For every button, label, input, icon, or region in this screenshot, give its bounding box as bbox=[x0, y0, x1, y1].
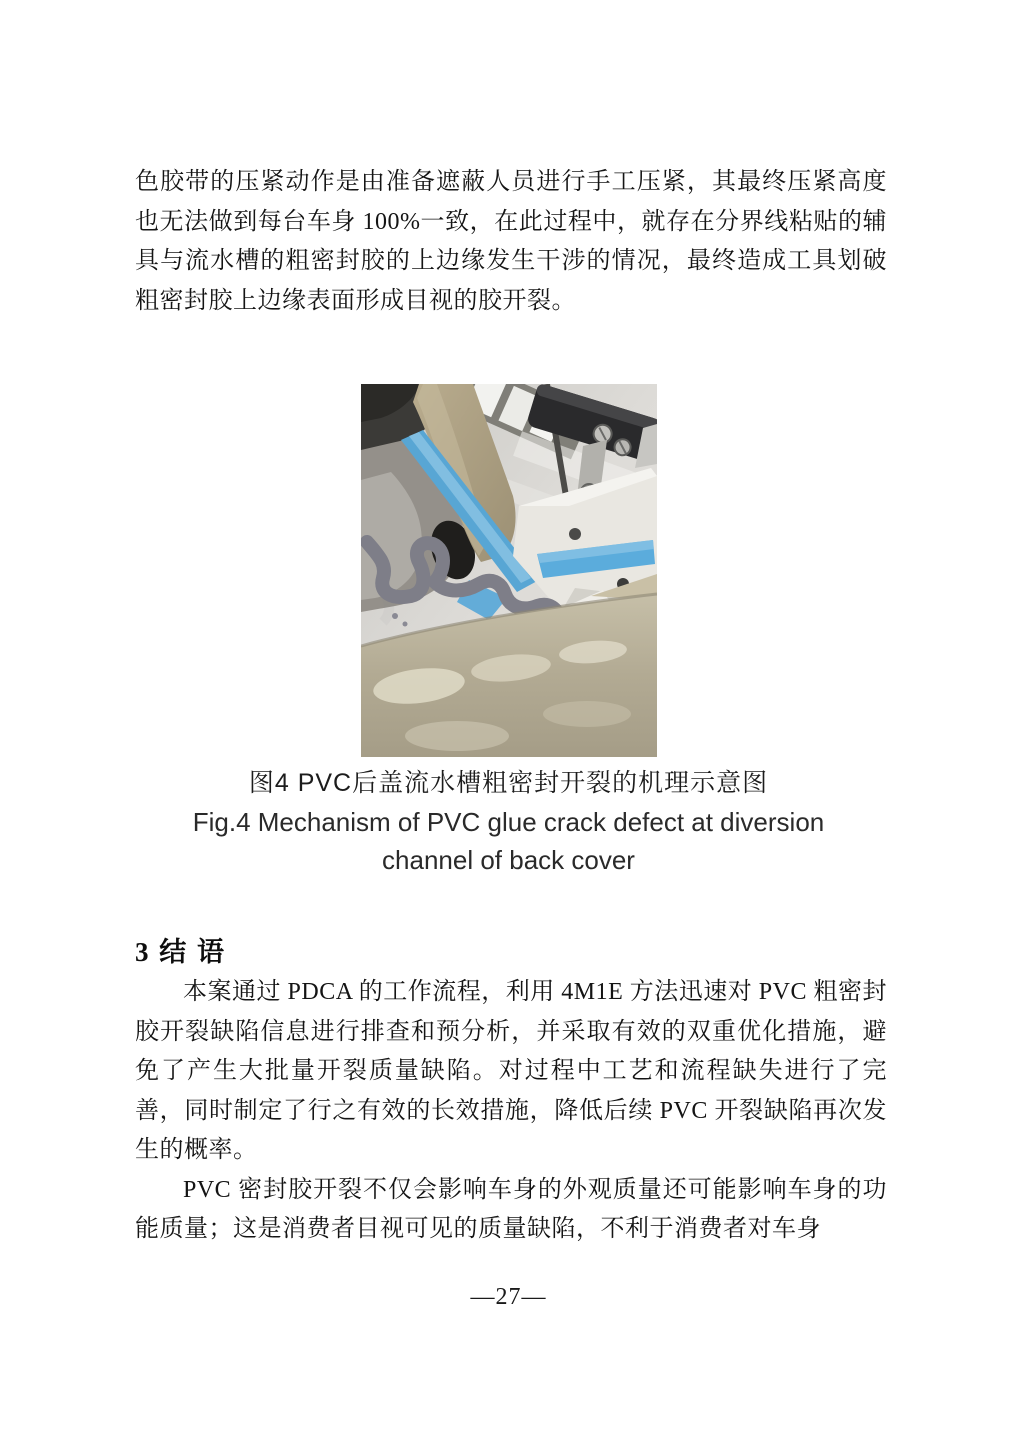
photo-illustration bbox=[361, 384, 657, 757]
page-number: —27— bbox=[470, 1284, 547, 1310]
figure-caption-chinese: 图4 PVC后盖流水槽粗密封开裂的机理示意图 bbox=[248, 769, 769, 797]
figure-4 bbox=[0, 384, 1017, 762]
figure-caption-english-line1: Fig.4 Mechanism of PVC glue crack defect at diversion bbox=[192, 807, 825, 837]
section-heading-conclusion: 3 结 语 bbox=[135, 937, 226, 967]
figure-caption-english-line2: channel of back cover bbox=[382, 845, 635, 875]
conclusion-paragraph-1: 本案通过 PDCA 的工作流程，利用 4M1E 方法迅速对 PVC 粗密封胶开裂缺陷信息进行排查和预分析，并采取有效的双重优化措施，避免了产生大批量开裂质量缺陷。对过程中工艺和流程缺失进行了完善，同时制定了行之有效的长效措施，降低后续 PVC 开裂缺陷再次发生的概率。 bbox=[135, 979, 887, 1163]
conclusion-paragraph-2: PVC 密封胶开裂不仅会影响车身的外观质量还可能影响车身的功能质量；这是消费者目视可见的质量缺陷，不利于消费者对车身 bbox=[135, 1176, 887, 1242]
section-conclusion-body bbox=[135, 973, 887, 1250]
figure-photo bbox=[361, 384, 657, 757]
paragraph-masking-tape: 色胶带的压紧动作是由准备遮蔽人员进行手工压紧，其最终压紧高度也无法做到每台车身 100%一致，在此过程中，就存在分界线粘贴的辅具与流水槽的粗密封胶的上边缘发生干涉的情况，最终造成工具划破粗密封胶上边缘表面形成目视的胶开裂。 bbox=[135, 169, 887, 314]
figure-caption-english bbox=[0, 803, 1017, 879]
